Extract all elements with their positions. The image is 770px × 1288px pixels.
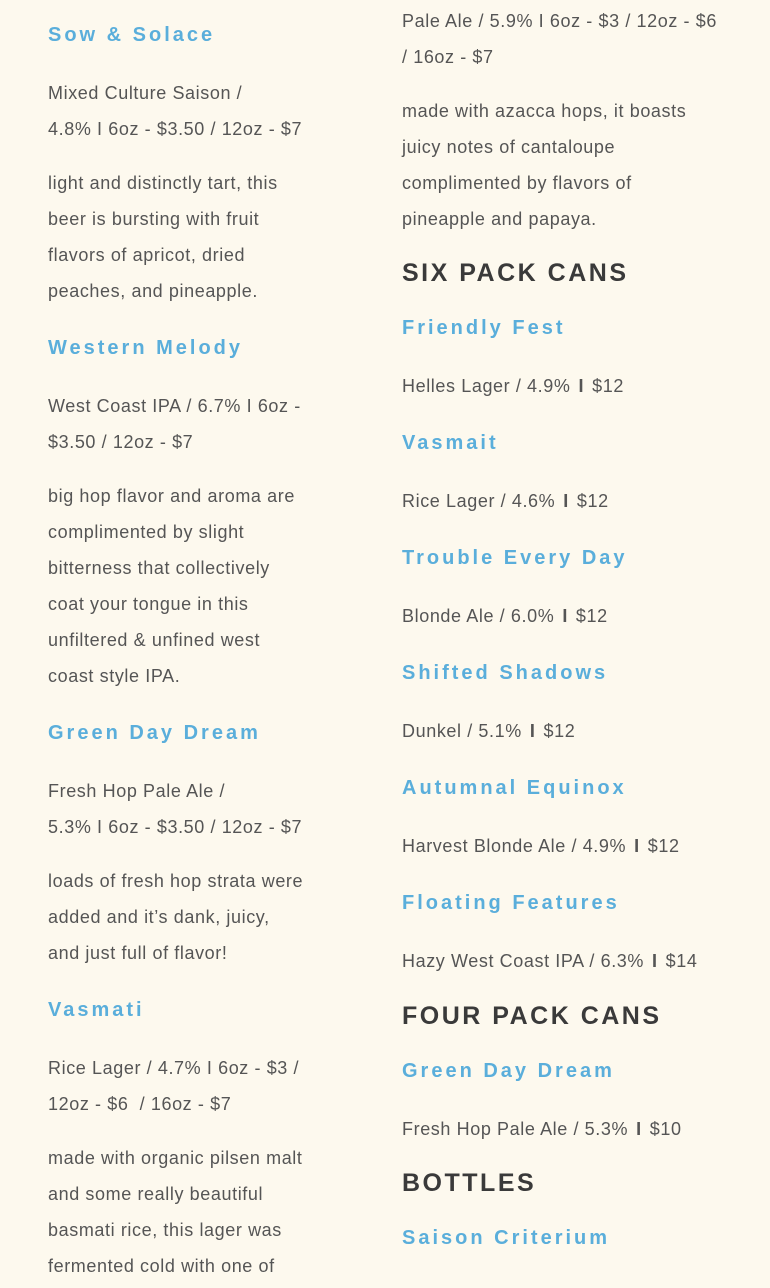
beer-price-line: 12oz - $6 / 16oz - $7 [48, 1094, 232, 1114]
beer-price-line: $3.50 / 12oz - $7 [48, 432, 194, 452]
beer-style-line: West Coast IPA / 6.7% I 6oz - [48, 396, 301, 416]
separator: I [636, 1119, 642, 1139]
beer-name: Vasmati [48, 999, 145, 1021]
beer-name: Green Day Dream [48, 722, 261, 744]
can-price-line [402, 483, 609, 519]
price: $12 [575, 606, 608, 626]
can-price-line [402, 1111, 682, 1147]
separator: I [652, 951, 658, 971]
beer-price-line: 5.3% I 6oz - $3.50 / 12oz - $7 [48, 817, 303, 837]
beer-style: Helles Lager / 4.9% [402, 376, 571, 396]
beer-description-line: bitterness that collectively [48, 558, 270, 578]
can-price-line [402, 598, 608, 634]
separator: I [578, 376, 585, 396]
beer-description-line: flavors of apricot, dried [48, 245, 246, 265]
can-price-line [402, 828, 680, 864]
beer-style-line: Mixed Culture Saison / [48, 83, 243, 103]
beer-description-line: light and distinctly tart, this [48, 173, 278, 193]
beer-description-line: made with organic pilsen malt [48, 1148, 303, 1168]
price: $14 [665, 951, 698, 971]
beer-style-line: Fresh Hop Pale Ale / [48, 781, 226, 801]
beer-name: Saison Criterium [402, 1227, 611, 1249]
section-title-bottles: BOTTLES [402, 1169, 537, 1197]
beer-style: Hazy West Coast IPA / 6.3% [402, 951, 645, 971]
beer-name: Friendly Fest [402, 317, 566, 339]
beer-style: Harvest Blonde Ale / 4.9% [402, 836, 627, 856]
beer-description-line: complimented by flavors of [402, 173, 632, 193]
beer-name: Vasmait [402, 432, 499, 454]
section-title-six-pack: SIX PACK CANS [402, 259, 629, 287]
price: $12 [647, 836, 680, 856]
beer-name: Green Day Dream [402, 1060, 615, 1082]
beer-price-line: / 16oz - $7 [402, 47, 494, 67]
beer-description-line: basmati rice, this lager was [48, 1220, 282, 1240]
beer-style-line: Rice Lager / 4.7% I 6oz - $3 / [48, 1058, 300, 1078]
can-price-line [402, 943, 697, 979]
beer-description-line: loads of fresh hop strata were [48, 871, 304, 891]
beer-price-line: Pale Ale / 5.9% I 6oz - $3 / 12oz - $6 [402, 11, 717, 31]
beer-description-line: and just full of flavor! [48, 943, 228, 963]
beer-description-line: coat your tongue in this [48, 594, 249, 614]
beer-description-line: unfiltered & unfined west [48, 630, 261, 650]
beer-description-line: complimented by slight [48, 522, 245, 542]
can-price-line [402, 713, 575, 749]
beer-style: Rice Lager / 4.6% [402, 491, 556, 511]
price: $12 [576, 491, 609, 511]
beer-name: Autumnal Equinox [402, 777, 627, 799]
price: $12 [592, 376, 624, 396]
price: $12 [543, 721, 576, 741]
separator: I [634, 836, 640, 856]
beer-name: Floating Features [402, 892, 620, 914]
beer-description-line: beer is bursting with fruit [48, 209, 260, 229]
beer-description-line: juicy notes of cantaloupe [402, 137, 616, 157]
beer-style: Fresh Hop Pale Ale / 5.3% [402, 1119, 629, 1139]
beer-description-line: and some really beautiful [48, 1184, 264, 1204]
beer-name: Western Melody [48, 337, 243, 359]
price: $10 [649, 1119, 682, 1139]
beer-description-line: big hop flavor and aroma are [48, 486, 295, 506]
beer-description-line: made with azacca hops, it boasts [402, 101, 687, 121]
section-title-four-pack: FOUR PACK CANS [402, 1002, 662, 1030]
beer-description-line: fermented cold with one of [48, 1256, 275, 1276]
beer-style: Blonde Ale / 6.0% [402, 606, 555, 626]
can-price-line [402, 368, 624, 404]
beer-name: Shifted Shadows [402, 662, 609, 684]
beer-style: Dunkel / 5.1% [402, 721, 522, 741]
beer-name: Sow & Solace [48, 24, 216, 46]
beer-description-line: peaches, and pineapple. [48, 281, 258, 301]
separator: I [563, 491, 569, 511]
beer-price-line: 4.8% I 6oz - $3.50 / 12oz - $7 [48, 119, 303, 139]
separator: I [562, 606, 568, 626]
beer-name: Trouble Every Day [402, 547, 628, 569]
beer-description-line: added and it’s dank, juicy, [48, 907, 270, 927]
separator: I [529, 721, 536, 741]
beer-description-line: coast style IPA. [48, 666, 181, 686]
beer-description-line: pineapple and papaya. [402, 209, 597, 229]
